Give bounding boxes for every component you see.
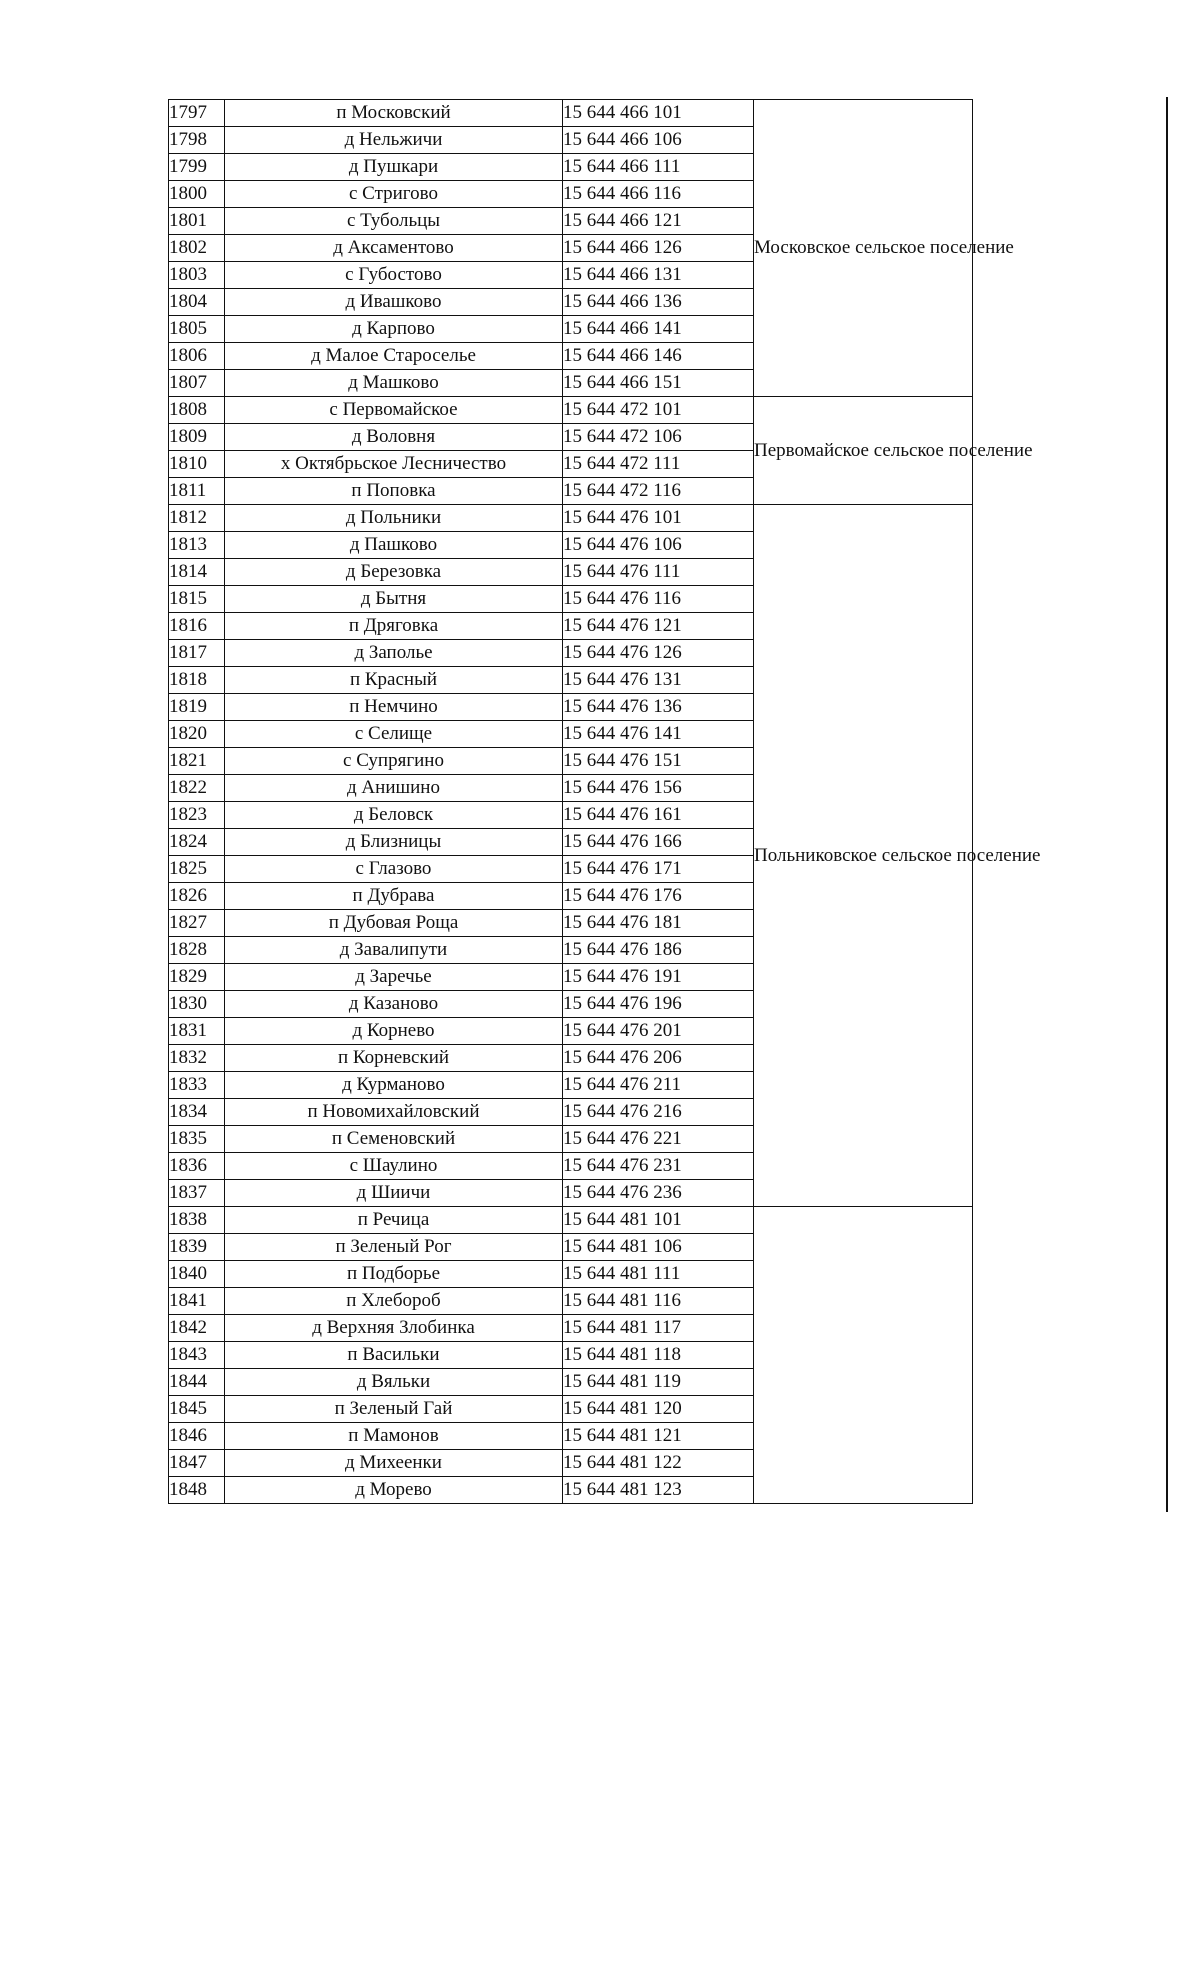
row-number: 1841 [169, 1288, 225, 1315]
settlement-name: д Карпово [225, 316, 563, 343]
row-number: 1814 [169, 559, 225, 586]
oktmo-code: 15 644 476 156 [563, 775, 754, 802]
oktmo-code: 15 644 481 101 [563, 1207, 754, 1234]
row-number: 1810 [169, 451, 225, 478]
settlement-name: д Березовка [225, 559, 563, 586]
settlement-name: п Мамонов [225, 1423, 563, 1450]
row-number: 1828 [169, 937, 225, 964]
row-number: 1808 [169, 397, 225, 424]
row-number: 1843 [169, 1342, 225, 1369]
oktmo-code: 15 644 476 201 [563, 1018, 754, 1045]
row-number: 1834 [169, 1099, 225, 1126]
row-number: 1846 [169, 1423, 225, 1450]
settlement-name: д Нельжичи [225, 127, 563, 154]
settlement-name: д Машково [225, 370, 563, 397]
oktmo-code: 15 644 481 119 [563, 1369, 754, 1396]
settlements-table-body [169, 100, 1041, 1504]
table-row [169, 505, 973, 532]
oktmo-code: 15 644 476 236 [563, 1180, 754, 1207]
row-number: 1820 [169, 721, 225, 748]
row-number: 1817 [169, 640, 225, 667]
row-number: 1837 [169, 1180, 225, 1207]
oktmo-code: 15 644 466 151 [563, 370, 754, 397]
row-number: 1804 [169, 289, 225, 316]
row-number: 1835 [169, 1126, 225, 1153]
settlement-name: п Хлебороб [225, 1288, 563, 1315]
table-row [169, 1207, 973, 1234]
settlement-name: с Стригово [225, 181, 563, 208]
oktmo-code: 15 644 481 121 [563, 1423, 754, 1450]
oktmo-code: 15 644 476 216 [563, 1099, 754, 1126]
row-number: 1845 [169, 1396, 225, 1423]
row-number: 1806 [169, 343, 225, 370]
oktmo-code: 15 644 476 221 [563, 1126, 754, 1153]
row-number: 1799 [169, 154, 225, 181]
row-number: 1822 [169, 775, 225, 802]
row-number: 1840 [169, 1261, 225, 1288]
oktmo-code: 15 644 476 166 [563, 829, 754, 856]
row-number: 1847 [169, 1450, 225, 1477]
oktmo-code: 15 644 466 141 [563, 316, 754, 343]
settlement-name: д Беловск [225, 802, 563, 829]
row-number: 1818 [169, 667, 225, 694]
oktmo-code: 15 644 466 121 [563, 208, 754, 235]
settlement-name: п Дубовая Роща [225, 910, 563, 937]
oktmo-code: 15 644 476 131 [563, 667, 754, 694]
row-number: 1809 [169, 424, 225, 451]
row-number: 1842 [169, 1315, 225, 1342]
row-number: 1815 [169, 586, 225, 613]
row-number: 1801 [169, 208, 225, 235]
settlement-name: с Шаулино [225, 1153, 563, 1180]
municipality-name: Польниковское сельское поселение [754, 505, 973, 1207]
settlement-name: с Селище [225, 721, 563, 748]
oktmo-code: 15 644 481 122 [563, 1450, 754, 1477]
oktmo-code: 15 644 466 111 [563, 154, 754, 181]
oktmo-code: 15 644 466 101 [563, 100, 754, 127]
settlement-name: д Пашково [225, 532, 563, 559]
row-number: 1838 [169, 1207, 225, 1234]
settlement-name: п Немчино [225, 694, 563, 721]
row-number: 1819 [169, 694, 225, 721]
oktmo-code: 15 644 466 146 [563, 343, 754, 370]
row-number: 1816 [169, 613, 225, 640]
oktmo-code: 15 644 476 136 [563, 694, 754, 721]
oktmo-code: 15 644 466 106 [563, 127, 754, 154]
row-number: 1832 [169, 1045, 225, 1072]
settlement-name: с Первомайское [225, 397, 563, 424]
oktmo-code: 15 644 472 116 [563, 478, 754, 505]
row-number: 1823 [169, 802, 225, 829]
settlement-name: с Губостово [225, 262, 563, 289]
settlement-name: д Близницы [225, 829, 563, 856]
municipality-name: Первомайское сельское поселение [754, 397, 973, 505]
oktmo-code: 15 644 476 151 [563, 748, 754, 775]
settlement-name: д Шиичи [225, 1180, 563, 1207]
row-number: 1829 [169, 964, 225, 991]
municipality-name: Московское сельское поселение [754, 100, 973, 397]
settlement-name: д Морево [225, 1477, 563, 1504]
settlement-name: п Васильки [225, 1342, 563, 1369]
oktmo-code: 15 644 476 206 [563, 1045, 754, 1072]
oktmo-code: 15 644 466 136 [563, 289, 754, 316]
settlement-name: д Заполье [225, 640, 563, 667]
row-number: 1803 [169, 262, 225, 289]
settlement-name: д Анишино [225, 775, 563, 802]
settlement-name: д Ивашково [225, 289, 563, 316]
settlement-name: д Воловня [225, 424, 563, 451]
oktmo-code: 15 644 476 106 [563, 532, 754, 559]
oktmo-code: 15 644 476 116 [563, 586, 754, 613]
oktmo-code: 15 644 476 111 [563, 559, 754, 586]
settlement-name: п Красный [225, 667, 563, 694]
settlement-name: д Аксаментово [225, 235, 563, 262]
page-right-rule [1166, 97, 1168, 1512]
row-number: 1826 [169, 883, 225, 910]
row-number: 1797 [169, 100, 225, 127]
row-number: 1825 [169, 856, 225, 883]
settlement-name: с Глазово [225, 856, 563, 883]
oktmo-code: 15 644 466 131 [563, 262, 754, 289]
oktmo-code: 15 644 472 106 [563, 424, 754, 451]
oktmo-code: 15 644 476 181 [563, 910, 754, 937]
oktmo-code: 15 644 472 101 [563, 397, 754, 424]
oktmo-code: 15 644 481 116 [563, 1288, 754, 1315]
settlement-name: д Пушкари [225, 154, 563, 181]
oktmo-code: 15 644 481 118 [563, 1342, 754, 1369]
row-number: 1830 [169, 991, 225, 1018]
settlement-name: п Зеленый Гай [225, 1396, 563, 1423]
oktmo-code: 15 644 481 120 [563, 1396, 754, 1423]
settlement-name: д Польники [225, 505, 563, 532]
settlements-table [168, 99, 1041, 1504]
row-number: 1833 [169, 1072, 225, 1099]
settlement-name: п Московский [225, 100, 563, 127]
oktmo-code: 15 644 481 117 [563, 1315, 754, 1342]
oktmo-code: 15 644 476 191 [563, 964, 754, 991]
settlement-name: д Михеенки [225, 1450, 563, 1477]
municipality-name [754, 1207, 973, 1504]
row-number: 1821 [169, 748, 225, 775]
settlement-name: д Заречье [225, 964, 563, 991]
table-row [169, 397, 973, 424]
settlement-name: п Дубрава [225, 883, 563, 910]
settlement-name: с Тубольцы [225, 208, 563, 235]
row-number: 1831 [169, 1018, 225, 1045]
row-number: 1827 [169, 910, 225, 937]
oktmo-code: 15 644 476 126 [563, 640, 754, 667]
settlement-name: п Дряговка [225, 613, 563, 640]
settlement-name: х Октябрьское Лесничество [225, 451, 563, 478]
row-number: 1805 [169, 316, 225, 343]
row-number: 1807 [169, 370, 225, 397]
row-number: 1824 [169, 829, 225, 856]
settlement-name: д Завалипути [225, 937, 563, 964]
settlement-name: п Корневский [225, 1045, 563, 1072]
oktmo-code: 15 644 476 231 [563, 1153, 754, 1180]
settlement-name: д Вяльки [225, 1369, 563, 1396]
row-number: 1798 [169, 127, 225, 154]
settlement-name: п Зеленый Рог [225, 1234, 563, 1261]
settlement-name: п Речица [225, 1207, 563, 1234]
settlement-name: д Курманово [225, 1072, 563, 1099]
oktmo-code: 15 644 476 176 [563, 883, 754, 910]
settlement-name: д Малое Староселье [225, 343, 563, 370]
oktmo-code: 15 644 476 141 [563, 721, 754, 748]
oktmo-code: 15 644 481 111 [563, 1261, 754, 1288]
table-row [169, 100, 973, 127]
oktmo-code: 15 644 472 111 [563, 451, 754, 478]
row-number: 1800 [169, 181, 225, 208]
settlement-name: д Бытня [225, 586, 563, 613]
settlement-name: п Семеновский [225, 1126, 563, 1153]
oktmo-code: 15 644 481 106 [563, 1234, 754, 1261]
oktmo-code: 15 644 481 123 [563, 1477, 754, 1504]
settlement-name: д Верхняя Злобинка [225, 1315, 563, 1342]
oktmo-code: 15 644 476 161 [563, 802, 754, 829]
settlement-name: с Супрягино [225, 748, 563, 775]
settlement-name: д Казаново [225, 991, 563, 1018]
settlement-name: д Корнево [225, 1018, 563, 1045]
oktmo-code: 15 644 466 116 [563, 181, 754, 208]
row-number: 1802 [169, 235, 225, 262]
row-number: 1844 [169, 1369, 225, 1396]
oktmo-code: 15 644 476 121 [563, 613, 754, 640]
settlement-name: п Подборье [225, 1261, 563, 1288]
oktmo-code: 15 644 476 101 [563, 505, 754, 532]
oktmo-code: 15 644 476 211 [563, 1072, 754, 1099]
row-number: 1811 [169, 478, 225, 505]
row-number: 1836 [169, 1153, 225, 1180]
settlement-name: п Поповка [225, 478, 563, 505]
row-number: 1839 [169, 1234, 225, 1261]
oktmo-code: 15 644 476 196 [563, 991, 754, 1018]
oktmo-code: 15 644 466 126 [563, 235, 754, 262]
settlement-name: п Новомихайловский [225, 1099, 563, 1126]
row-number: 1812 [169, 505, 225, 532]
row-number: 1813 [169, 532, 225, 559]
oktmo-code: 15 644 476 171 [563, 856, 754, 883]
row-number: 1848 [169, 1477, 225, 1504]
oktmo-code: 15 644 476 186 [563, 937, 754, 964]
